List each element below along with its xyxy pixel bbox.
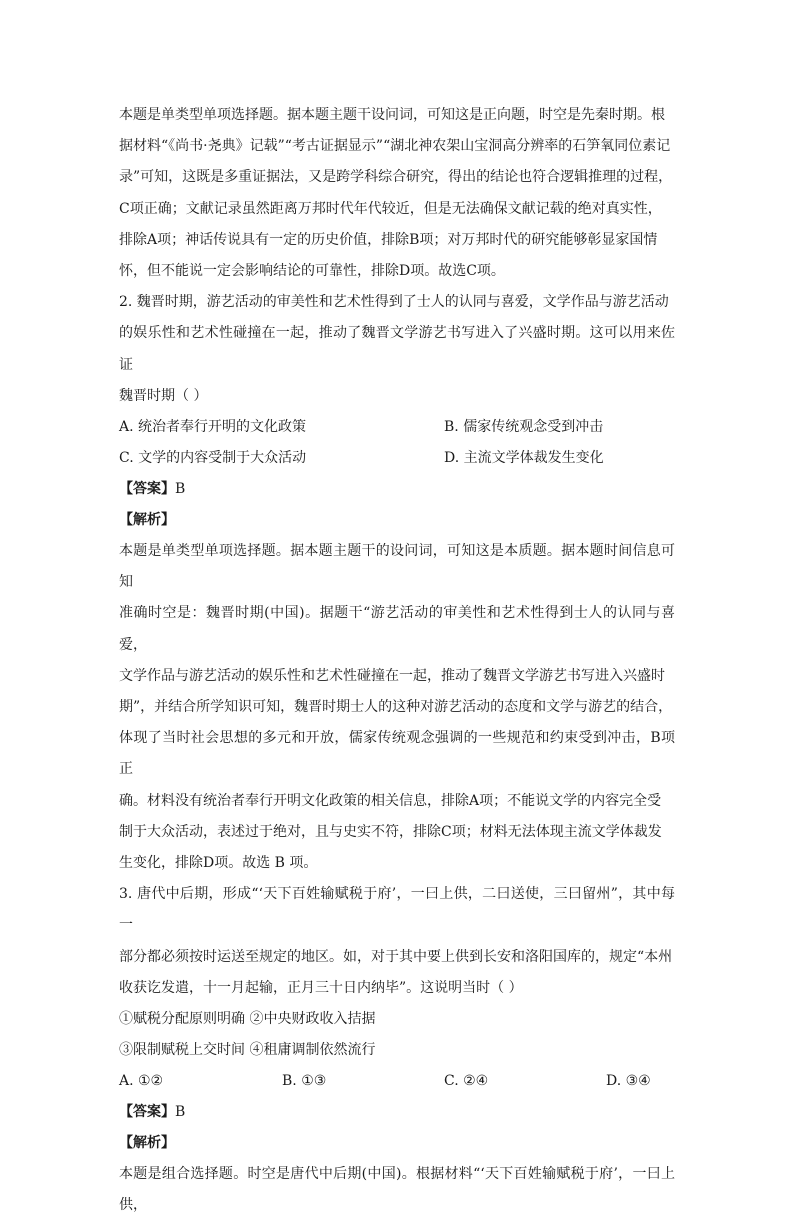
q1-analysis	[119, 100, 675, 287]
q3-option-c: C. ②④	[444, 1073, 489, 1090]
q2-option-a: A. 统治者奉行开明的文化政策	[119, 419, 307, 436]
q1-analysis-line: C项正确；文献记录虽然距离万邦时代年代较近，但是无法确保文献记载的绝对真实性，	[119, 200, 662, 217]
q3-stem-line: 部分都必须按时运送至规定的地区。如，对于其中要上供到长安和洛阳国库的，规定“本州	[119, 948, 673, 965]
q2-analysis-label: 【解析】	[119, 512, 175, 529]
q2-stem-line: 2. 魏晋时期，游艺活动的审美性和艺术性得到了士人的认同与喜爱，文学作品与游艺活动	[119, 294, 669, 311]
q2-options	[119, 412, 675, 474]
q2-analysis-line: 本题是单类型单项选择题。据本题主题干的设问词，可知这是本质题。据本题时间信息可知	[119, 543, 675, 591]
q2-analysis-line: 文学作品与游艺活动的娱乐性和艺术性碰撞在一起，推动了魏晋文学游艺书写进入兴盛时	[119, 667, 665, 684]
q2-analysis-line: 准确时空是：魏晋时期(中国)。据题干“游艺活动的审美性和艺术性得到士人的认同与喜爱，	[119, 605, 675, 653]
q3-stem-line: 3. 唐代中后期，形成“‘天下百姓输赋税于府’，一曰上供，二曰送使，三曰留州”，其中每一	[119, 886, 675, 934]
q1-analysis-line: 据材料“《尚书·尧典》记载”“考古证据显示”“湖北神农架山宝洞高分辨率的石笋氧同位素记	[119, 138, 671, 155]
q2-stem-line: 魏晋时期（ ）	[119, 387, 208, 404]
q3-stem-line: 收获讫发遣，十一月起输，正月三十日内纳毕”。这说明当时（ ）	[119, 979, 523, 996]
q1-analysis-line: 排除A项；神话传说具有一定的历史价值，排除B项；对万邦时代的研究能够彰显家国情	[119, 231, 658, 248]
q3-option-d: D. ③④	[606, 1073, 651, 1090]
q2-answer	[119, 474, 675, 505]
q3-option-b: B. ①③	[282, 1073, 327, 1090]
answer-label: 【答案】	[119, 1104, 175, 1121]
q2-stem-line: 的娱乐性和艺术性碰撞在一起，推动了魏晋文学游艺书写进入了兴盛时期。这可以用来佐证	[119, 325, 675, 373]
q3-items-line: ③限制赋税上交时间 ④租庸调制依然流行	[119, 1042, 376, 1059]
q1-analysis-line: 怀，但不能说一定会影响结论的可靠性，排除D项。故选C项。	[119, 263, 505, 280]
q2-analysis-line: 确。材料没有统治者奉行开明文化政策的相关信息，排除A项；不能说文学的内容完全受	[119, 792, 662, 809]
q3-options	[119, 1066, 675, 1097]
q2-option-c: C. 文学的内容受制于大众活动	[119, 450, 307, 467]
q3-analysis-label: 【解析】	[119, 1135, 175, 1152]
page-content	[119, 100, 675, 1221]
answer-label: 【答案】	[119, 481, 175, 498]
q2-analysis-line: 体现了当时社会思想的多元和开放，儒家传统观念强调的一些规范和约束受到冲击，B项正	[119, 730, 675, 778]
q2-analysis-line: 生变化，排除D项。故选 B 项。	[119, 855, 318, 872]
question-2	[119, 287, 675, 879]
q1-analysis-line: 本题是单类型单项选择题。据本题主题干设问词，可知这是正向题，时空是先秦时期。根	[119, 107, 665, 123]
q2-analysis-line: 期”，并结合所学知识可知，魏晋时期士人的这种对游艺活动的态度和文学与游艺的结合，	[119, 699, 673, 716]
q3-analysis-line: 本题是组合选择题。时空是唐代中后期(中国)。根据材料“‘天下百姓输赋税于府’，一曰上供，	[119, 1166, 675, 1214]
answer-value: B	[175, 1104, 186, 1121]
q3-option-a: A. ①②	[119, 1073, 164, 1090]
q2-option-d: D. 主流文学体裁发生变化	[444, 450, 604, 467]
q3-answer	[119, 1097, 675, 1128]
question-3	[119, 879, 675, 1221]
q2-analysis-line: 制于大众活动，表述过于绝对，且与史实不符，排除C项；材料无法体现主流文学体裁发	[119, 823, 662, 840]
answer-value: B	[175, 481, 186, 498]
q2-option-b: B. 儒家传统观念受到冲击	[444, 419, 604, 436]
q1-analysis-line: 录”可知，这既是多重证据法，又是跨学科综合研究，得出的结论也符合逻辑推理的过程，	[119, 169, 673, 186]
q3-items-line: ①赋税分配原则明确 ②中央财政收入拮据	[119, 1011, 376, 1028]
